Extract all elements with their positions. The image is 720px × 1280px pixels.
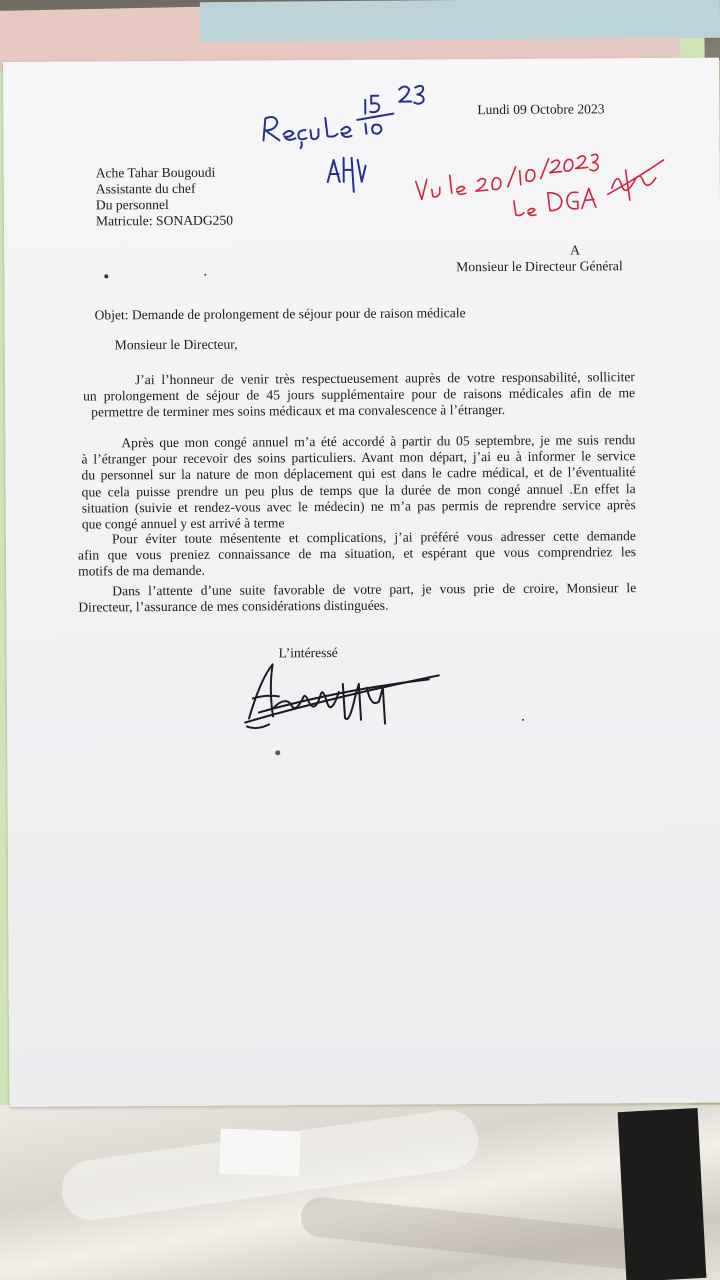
paragraph-line: du personnel sur la nature de mon déplacement qui est dans le cadre médical, et de l’éventualité (81, 464, 636, 483)
sender-title-line1: Assistante du chef (95, 180, 196, 197)
paragraph-3 (78, 528, 636, 580)
sender-name: Ache Tahar Bougoudi (95, 164, 216, 181)
dark-object (618, 1108, 707, 1280)
letter-page (3, 58, 720, 1107)
paragraph-line: Pour éviter toute mésentente et complications, j’ai préféré vous adresser cette demande (111, 528, 636, 547)
paragraph-1 (83, 369, 635, 421)
recipient-prefix: A (570, 242, 581, 258)
paragraph-line: afin que vous preniez connaissance de ma situation, et espérant que vous comprendriez les (77, 544, 637, 563)
subject-line: Objet: Demande de prolongement de séjour pour de raison médicale (94, 305, 466, 323)
paragraph-4 (78, 580, 636, 616)
recipient-name: Monsieur le Directeur Général (456, 258, 623, 275)
speck (104, 274, 108, 278)
paragraph-line: Après que mon congé annuel m’a été accordé à partir du 05 septembre, je me suis rendu (121, 432, 636, 451)
paragraph-line: situation (suivie et rendez-vous avec le médecin) ne m’a pas permis de reprendre service après (81, 496, 636, 516)
paragraph-line: Dans l’attente d’une suite favorable de votre part, je vous prie de croire, Monsieur le (112, 580, 637, 599)
paragraph-line: motifs de ma demande. (78, 563, 206, 579)
paragraph-2 (81, 432, 636, 533)
paragraph-line: J’ai l’honneur de venir très respectueusement auprès de votre responsabilité, solliciter (134, 369, 635, 388)
white-cloth (0, 1105, 720, 1280)
letter-date: Lundi 09 Octobre 2023 (477, 101, 605, 118)
speck (522, 719, 524, 721)
paragraph-line: que congé annuel y est arrivé à terme (81, 515, 285, 532)
speck (204, 274, 206, 276)
sender-matricule: Matricule: SONADG250 (95, 212, 234, 229)
signature (239, 657, 449, 738)
white-card (219, 1129, 301, 1177)
blue-folder (200, 0, 720, 42)
paragraph-line: à l’étranger pour recevoir des soins particuliers. Avant mon départ, j’ai eu à informer le service (81, 448, 636, 467)
speck (275, 750, 280, 755)
paragraph-line: permettre de terminer mes soins médicaux et ma convalescence à l’étranger. (91, 402, 506, 420)
closing-label: L’intéressé (278, 644, 338, 661)
sender-title-line2: Du personnel (95, 196, 169, 213)
paragraph-line: Directeur, l’assurance de mes considérations distinguées. (78, 597, 389, 615)
paragraph-line: que cela puisse prendre un peu plus de temps que la durée de mon congé annuel .En effet la (81, 480, 636, 500)
salutation: Monsieur le Directeur, (114, 336, 238, 353)
paragraph-line: un prolongement de séjour de 45 jours supplémentaire pour de raisons médicales afin de me (82, 385, 636, 404)
seen-note-handwriting (411, 130, 672, 222)
blue-initials (322, 152, 372, 197)
